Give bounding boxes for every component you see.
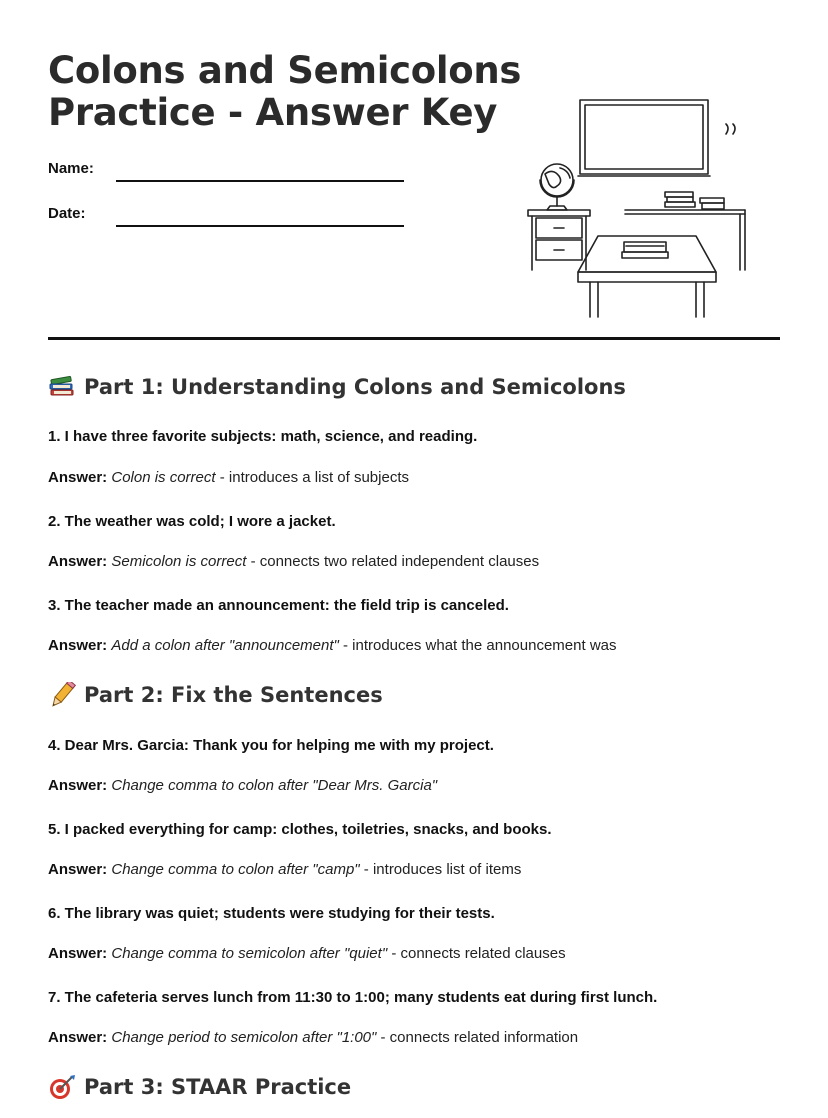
answer-explanation: - introduces what the announcement was xyxy=(338,637,617,654)
answer-explanation: - connects related clauses xyxy=(387,945,566,962)
pencil-icon xyxy=(48,682,76,708)
answer-label: Answer: xyxy=(48,945,108,962)
divider xyxy=(48,337,780,340)
answer-correction: Semicolon is correct xyxy=(111,553,247,570)
classroom-illustration xyxy=(520,92,760,322)
answer-label: Answer: xyxy=(48,469,108,486)
name-field[interactable] xyxy=(116,180,404,182)
answer-1 xyxy=(48,469,409,486)
answer-explanation: - connects related information xyxy=(376,1029,579,1046)
answer-4 xyxy=(48,777,437,794)
answer-6 xyxy=(48,945,566,962)
page-title xyxy=(48,49,522,134)
answer-correction: Change comma to semicolon after "quiet" xyxy=(111,945,388,962)
title-line-2: Practice - Answer Key xyxy=(48,91,498,134)
question-6: 6. The library was quiet; students were studying for their tests. xyxy=(48,905,495,922)
section-title: Part 1: Understanding Colons and Semicolons xyxy=(84,375,626,399)
section-heading-part-3 xyxy=(48,1074,351,1100)
section-heading-part-2 xyxy=(48,682,383,708)
answer-label: Answer: xyxy=(48,861,108,878)
answer-explanation: - introduces list of items xyxy=(359,861,522,878)
answer-correction: Colon is correct xyxy=(111,469,216,486)
answer-correction: Change comma to colon after "Dear Mrs. Garcia" xyxy=(111,777,438,794)
classroom-desk-illustration xyxy=(520,92,760,322)
section-title: Part 2: Fix the Sentences xyxy=(84,683,383,707)
question-1: 1. I have three favorite subjects: math, science, and reading. xyxy=(48,428,478,445)
question-4: 4. Dear Mrs. Garcia: Thank you for helping me with my project. xyxy=(48,737,494,754)
answer-3 xyxy=(48,637,617,654)
answer-label: Answer: xyxy=(48,1029,108,1046)
answer-explanation: - introduces a list of subjects xyxy=(215,469,409,486)
answer-label: Answer: xyxy=(48,553,108,570)
question-7: 7. The cafeteria serves lunch from 11:30 to 1:00; many students eat during first lunch. xyxy=(48,989,658,1006)
answer-correction: Change period to semicolon after "1:00" xyxy=(111,1029,377,1046)
section-heading-part-1 xyxy=(48,374,626,400)
question-5: 5. I packed everything for camp: clothes, toiletries, snacks, and books. xyxy=(48,821,552,838)
answer-label: Answer: xyxy=(48,777,108,794)
question-2: 2. The weather was cold; I wore a jacket. xyxy=(48,513,336,530)
name-label: Name: xyxy=(48,160,94,177)
title-line-1: Colons and Semicolons xyxy=(48,49,522,92)
answer-5 xyxy=(48,861,521,878)
answer-explanation: - connects two related independent clauses xyxy=(246,553,540,570)
question-3: 3. The teacher made an announcement: the field trip is canceled. xyxy=(48,597,509,614)
books-icon xyxy=(48,374,76,400)
answer-2 xyxy=(48,553,539,570)
answer-correction: Change comma to colon after "camp" xyxy=(111,861,360,878)
date-field[interactable] xyxy=(116,225,404,227)
answer-label: Answer: xyxy=(48,637,108,654)
answer-7 xyxy=(48,1029,578,1046)
date-label: Date: xyxy=(48,205,86,222)
answer-correction: Add a colon after "announcement" xyxy=(111,637,339,654)
section-title: Part 3: STAAR Practice xyxy=(84,1075,352,1099)
target-icon xyxy=(48,1074,76,1100)
